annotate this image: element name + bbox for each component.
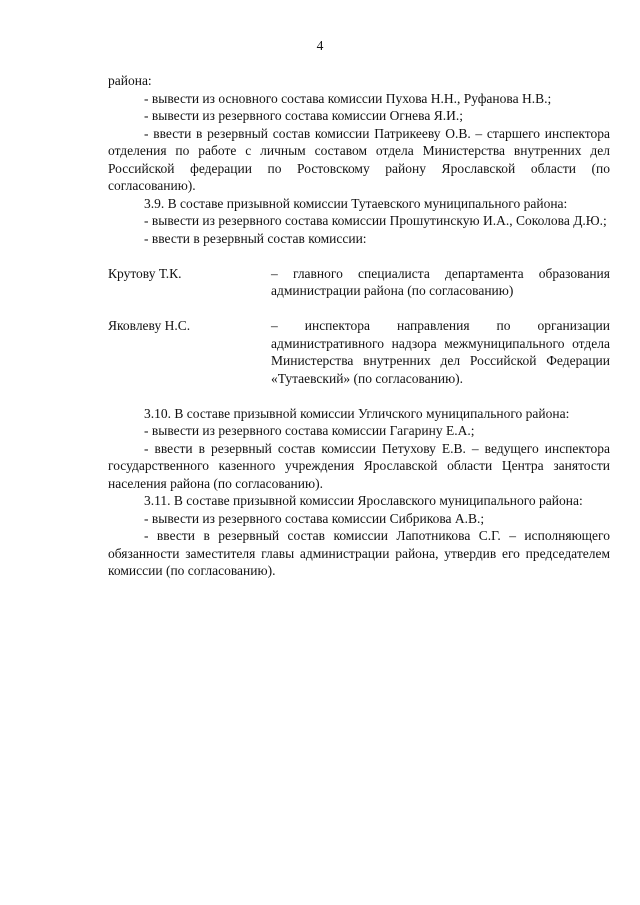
paragraph: 3.9. В составе призывной комиссии Тутаевского муниципального района: (144, 195, 568, 211)
paragraph: - ввести в резервный состав комиссии Лапотникова С.Г. – исполняющего обязанности заместителя главы администрации района, утвердив его председателем комиссии (по согласованию). (108, 528, 610, 578)
paragraph: - вывести из резервного состава комиссии Огнева Я.И.; (144, 108, 463, 123)
appointee-name: Крутову Т.К. (108, 265, 182, 281)
appointee-row (108, 265, 610, 300)
page-number: 4 (316, 38, 324, 53)
document-body (108, 72, 610, 580)
paragraph: 3.10. В составе призывной комиссии Угличского муниципального района: (144, 405, 570, 421)
spacer (108, 300, 610, 318)
paragraph: - вывести из резервного состава комиссии Прошутинскую И.А., Соколова Д.Ю.; (144, 213, 607, 228)
paragraph: района: (108, 73, 152, 88)
paragraph: - ввести в резервный состав комиссии Патрикееву О.В. – старшего инспектора отделения по работе с личным составом отдела Министерства внутренних дел Российской федерации по Ростовскому району Ярославской области (по согласованию). (108, 125, 610, 193)
paragraph: - вывести из основного состава комиссии Пухова Н.Н., Руфанова Н.В.; (144, 90, 552, 106)
paragraph: - ввести в резервный состав комиссии Петухову Е.В. – ведущего инспектора государственного казенного учреждения Ярославской области Центра занятости населения района (по согласованию). (108, 440, 610, 491)
paragraph: - вывести из резервного состава комиссии Сибрикова А.В.; (144, 510, 485, 526)
appointee-name: Яковлеву Н.С. (108, 318, 191, 333)
appointee-description: – главного специалиста департамента образования администрации района (по согласованию) (271, 265, 610, 298)
paragraph: 3.11. В составе призывной комиссии Ярославского муниципального района: (144, 493, 583, 508)
appointee-description: – инспектора направления по организации административного надзора межмуниципального отдела Министерства внутренних дел Российской Федерации «Тутаевский» (по согласованию). (271, 318, 610, 386)
paragraph: - ввести в резервный состав комиссии: (144, 230, 367, 246)
paragraph: - вывести из резервного состава комиссии Гагарину Е.А.; (144, 423, 475, 438)
spacer (108, 247, 610, 265)
spacer (108, 387, 610, 405)
appointee-row (108, 317, 610, 387)
